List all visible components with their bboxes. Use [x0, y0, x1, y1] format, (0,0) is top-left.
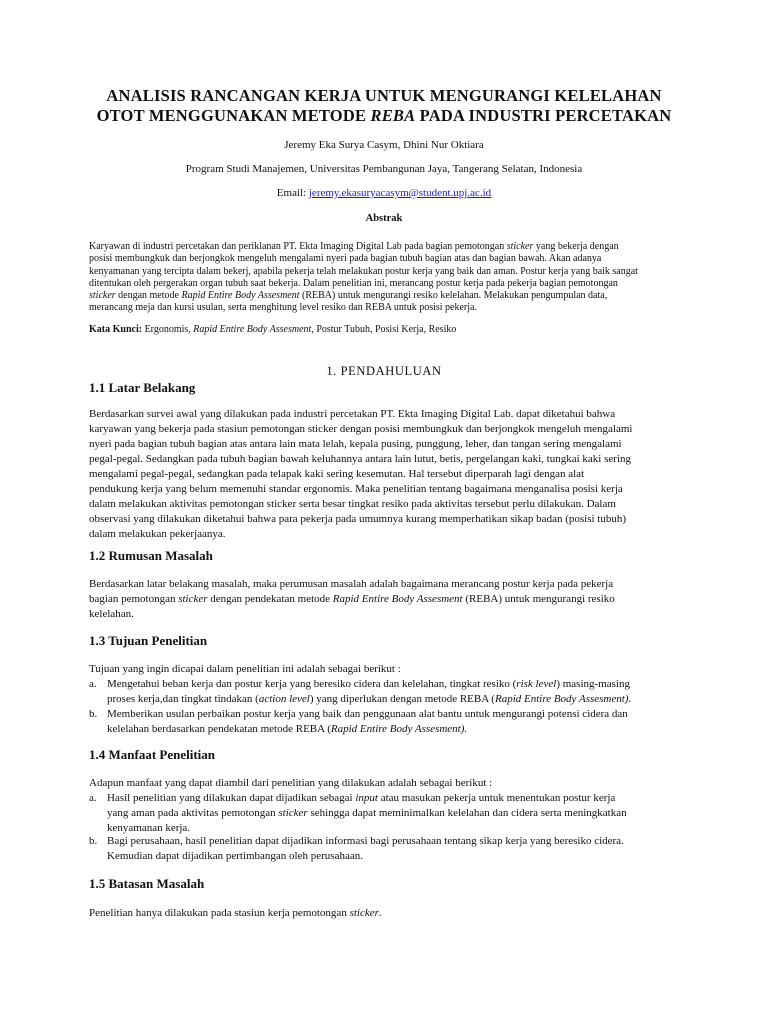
list-marker: a. — [89, 792, 97, 804]
abstract-line: merancang meja dan kursi usulan, serta menghitung level resiko dan REBA untuk posisi pekerja. — [89, 302, 477, 314]
paragraph-line: karyawan yang bekerja pada stasiun pemotongan sticker dengan posisi membungkuk dan berjongkok mengeluh mengalami — [89, 423, 633, 435]
list-marker: b. — [89, 835, 98, 847]
subheading-latar-belakang: 1.1 Latar Belakang — [89, 380, 196, 395]
paragraph-line: pegal-pegal. Sedangkan pada tubuh bagian bawah keluhannya antara lain lutut, betis, pergelangan kaki, tungkai kaki sering — [89, 453, 631, 465]
paragraph-latar-belakang — [89, 407, 731, 542]
subheading-tujuan-penelitian: 1.3 Tujuan Penelitian — [89, 633, 208, 648]
paragraph-line: Berdasarkan survei awal yang dilakukan pada industri percetakan PT. Ekta Imaging Digital Lab. dapat diketahui bahwa — [89, 408, 616, 420]
affiliation: Program Studi Manajemen, Universitas Pembangunan Jaya, Tangerang Selatan, Indonesia — [185, 163, 583, 175]
title-reba-emphasis: REBA — [370, 106, 416, 125]
authors: Jeremy Eka Surya Casym, Dhini Nur Oktiara — [284, 139, 484, 151]
subheading-manfaat-penelitian: 1.4 Manfaat Penelitian — [89, 747, 216, 762]
abstract-line: ditentukan oleh pergerakan organ tubuh saat bekerja. Dalam penelitian ini, merancang postur kerja pada pekerja bagian pemotongan — [89, 277, 618, 289]
subheading-batasan-masalah: 1.5 Batasan Masalah — [89, 876, 205, 891]
abstract-line: kenyamanan yang tercipta dalam bekerj, apabila pekerja telah melakukan postur kerja yang baik dan aman. Postur kerja yang baik sangat — [89, 265, 638, 277]
paragraph-line: pendukung kerja yang belum memenuhi standar ergonomis. Maka penelitian tentang bagaimana menganalisa posisi kerja — [89, 483, 623, 495]
paper-page: ANALISIS RANCANGAN KERJA UNTUK MENGURANGI KELELAHAN OTOT MENGGUNAKAN METODE REBA PADA INDUSTRI PERCETAKAN Jeremy Eka Surya Casym, Dhini Nur Oktiara Program Studi Manajemen, Universitas Pembangunan Jaya, Tangerang Selatan, Indonesia Email: jeremy.ekasuryacasym@student.upj.ac.id Abstrak Karyawan di industri percetakan dan periklanan PT. Ekta Imaging Digital Lab pada bagian pemotongan sticker yang bekerja dengan posisi membungkuk dan berjongkok mengeluh mengalami nyeri pada bagian tubuh bagian atas dan bagian bawah. Akan adanya kenyamanan yang tercipta dalam bekerj, apabila pekerja telah melakukan postur kerja yang baik dan aman. Postur kerja yang baik sangat ditentukan oleh pergerakan organ tubuh saat bekerja. Dalam penelitian ini, merancang postur kerja pada pekerja bagian pemotongan sticker dengan metode Rapid Entire Body Assesment (REBA) untuk mengurangi resiko kelelahan. Melakukan pengumpulan data, merancang meja dan kursi usulan, serta menghitung level resiko dan REBA untuk posisi pekerja. Kata Kunci: Ergonomis, Rapid Entire Body Assesment, Postur Tubuh, Posisi Kerja, Resiko 1. PENDAHULUAN 1.1 Latar Belakang Berdasarkan survei awal yang dilakukan pada industri percetakan PT. Ekta Imaging Digital Lab. dapat diketahui bahwa karyawan yang bekerja pada stasiun pemotongan sticker dengan posisi membungkuk dan berjongkok mengeluh mengalami nyeri pada bagian tubuh bagian atas antara lain mata lelah, kepala pusing, punggung, leher, dan tangan sering mengalami pegal-pegal. Sedangkan pada tubuh bagian bawah keluhannya antara lain lutut, betis, pergelangan kaki, tungkai kaki sering mengalami pegal-pegal, sedangkan pada telapak kaki sering kesemutan. Hal tersebut diperparah lagi dengan alat pendukung kerja yang belum memenuhi standar ergonomis. Maka penelitian tentang bagaimana menganalisa posisi kerja dalam melakukan aktivitas pemotongan sticker serta besar tingkat resiko pada aktivitas tersebut perlu dilakukan. Dalam observasi yang dilakukan diketahui bahwa para pekerja pada umumnya kurang memperhatikan sikap badan (posisi tubuh) dalam melakukan pekerjaanya. 1.2 Rumusan Masalah Berdasarkan latar belakang masalah, maka perumusan masalah adalah bagaimana merancang postur kerja pada pekerja bagian pemotongan sticker dengan pendekatan metode Rapid Entire Body Assesment (REBA) untuk mengurangi resiko kelelahan. 1.3 Tujuan Penelitian Tujuan yang ingin dicapai dalam penelitian ini adalah sebagai berikut : a. Mengetahui beban kerja dan postur kerja yang beresiko cidera dan kelelahan, tingkat resiko (risk level) masing-masing proses kerja,dan tingkat tindakan (action level) yang diperlukan dengan metode REBA (Rapid Entire Body Assesment). b. Memberikan usulan perbaikan postur kerja yang baik dan penggunaan alat bantu untuk mengurangi potensi cidera dan kelelahan berdasarkan pendekatan metode REBA (Rapid Entire Body Assesment). 1.4 Manfaat Penelitian Adapun manfaat yang dapat diambil dari penelitian yang dilakukan adalah sebagai berikut : a. Hasil penelitian yang dilakukan dapat dijadikan sebagai input atau masukan pekerja untuk menentukan postur kerja yang aman pada aktivitas pemotongan sticker sehingga dapat meminimalkan kelelahan dan cidera serta meningkatkan kenyamanan kerja. b. Bagi perusahaan, hasil penelitian dapat dijadikan informasi bagi perusahaan tentang sikap kerja yang beresiko cidera. Kemudian dapat dijadikan pertimbangan oleh perusahaan. 1.5 Batasan Masalah Penelitian hanya dilakukan pada stasiun kerja pemotongan sticker. — [0, 0, 768, 1024]
title-line-1: ANALISIS RANCANGAN KERJA UNTUK MENGURANGI KELELAHAN — [106, 86, 662, 105]
email-link[interactable]: jeremy.ekasuryacasym@student.upj.ac.id — [308, 187, 492, 199]
section-heading-pendahuluan: 1. PENDAHULUAN — [326, 364, 442, 378]
paper-title — [60, 86, 708, 126]
paragraph-rumusan-masalah: Berdasarkan latar belakang masalah, maka perumusan masalah adalah bagaimana merancang postur kerja pada pekerja bagian pemotongan sticker dengan pendekatan metode Rapid Entire Body Assesment (REBA) untuk mengurangi resiko kelelahan. — [89, 578, 615, 620]
abstract-body — [89, 241, 731, 315]
abstract-line: sticker dengan metode Rapid Entire Body Assesment (REBA) untuk mengurangi resiko kelelahan. Melakukan pengumpulan data, — [89, 290, 608, 302]
list-marker: a. — [89, 678, 97, 690]
title-line-2: OTOT MENGGUNAKAN METODE REBA PADA INDUSTRI PERCETAKAN — [96, 106, 672, 125]
manfaat-intro: Adapun manfaat yang dapat diambil dari penelitian yang dilakukan adalah sebagai berikut : — [89, 777, 493, 789]
subheading-rumusan-masalah: 1.2 Rumusan Masalah — [89, 548, 213, 563]
paragraph-batasan-masalah: Penelitian hanya dilakukan pada stasiun kerja pemotongan sticker. — [89, 907, 382, 919]
abstract-heading: Abstrak — [365, 213, 403, 224]
paragraph-line: dalam melakukan pekerjaanya. — [89, 528, 226, 540]
email-line — [60, 187, 708, 199]
keywords: Kata Kunci: Ergonomis, Rapid Entire Body Assesment, Postur Tubuh, Posisi Kerja, Resiko — [89, 324, 457, 335]
paragraph-line: mengalami pegal-pegal, sedangkan pada telapak kaki sering kesemutan. Hal tersebut diperparah lagi dengan alat — [89, 468, 585, 480]
email-label: Email: — [276, 187, 309, 199]
tujuan-intro: Tujuan yang ingin dicapai dalam penelitian ini adalah sebagai berikut : — [89, 663, 401, 675]
paragraph-line: dalam melakukan aktivitas pemotongan sticker serta besar tingkat resiko pada aktivitas tersebut perlu dilakukan. Dalam — [89, 498, 616, 510]
paragraph-line: observasi yang dilakukan diketahui bahwa para pekerja pada umumnya kurang memperhatikan sikap badan (posisi tubuh) — [89, 513, 627, 525]
list-marker: b. — [89, 708, 98, 720]
keywords-label: Kata Kunci: — [89, 324, 143, 335]
abstract-line: Karyawan di industri percetakan dan periklanan PT. Ekta Imaging Digital Lab pada bagian pemotongan sticker yang bekerja dengan — [89, 241, 619, 252]
abstract-line: posisi membungkuk dan berjongkok mengeluh mengalami nyeri pada bagian tubuh bagian atas dan bagian bawah. Akan adanya — [89, 253, 602, 265]
paragraph-line: nyeri pada bagian tubuh bagian atas antara lain mata lelah, kepala pusing, punggung, leher, dan tangan sering mengalami — [89, 438, 622, 450]
